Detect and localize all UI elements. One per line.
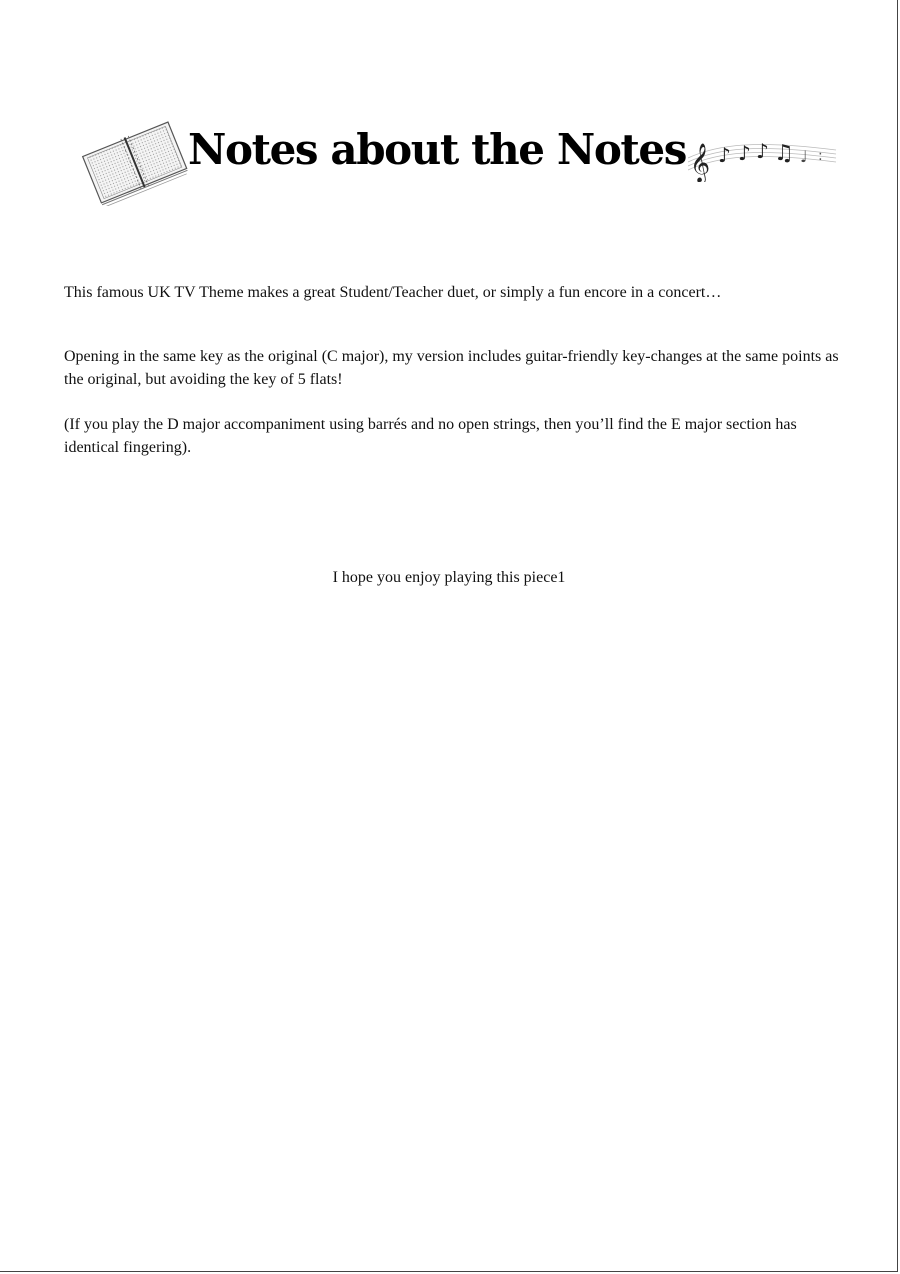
svg-text:♫: ♫ — [774, 141, 794, 166]
svg-text:𝄞: 𝄞 — [690, 143, 711, 182]
svg-text:♩: ♩ — [800, 147, 808, 166]
paragraph-fingering-note: (If you play the D major accompaniment using barrés and no open strings, then you’ll find the E major section has identical fingering). — [64, 416, 797, 456]
page-header — [78, 110, 838, 210]
svg-text:♪: ♪ — [738, 141, 751, 165]
closing-line: I hope you enjoy playing this piece1 — [332, 569, 566, 586]
page-title: Notes about the Notes — [188, 125, 686, 174]
music-notes-icon — [688, 122, 838, 182]
notebook-icon — [78, 116, 188, 206]
paragraph-key-changes: Opening in the same key as the original (C major), my version includes guitar-friendly key-changes at the same points as the original, but avoiding the key of 5 flats! — [64, 348, 839, 388]
paragraph-intro: This famous UK TV Theme makes a great Student/Teacher duet, or simply a fun encore in a concert… — [64, 284, 722, 301]
svg-text:♪: ♪ — [718, 143, 731, 167]
svg-text:♪: ♪ — [756, 139, 769, 163]
svg-text::: : — [818, 148, 823, 164]
